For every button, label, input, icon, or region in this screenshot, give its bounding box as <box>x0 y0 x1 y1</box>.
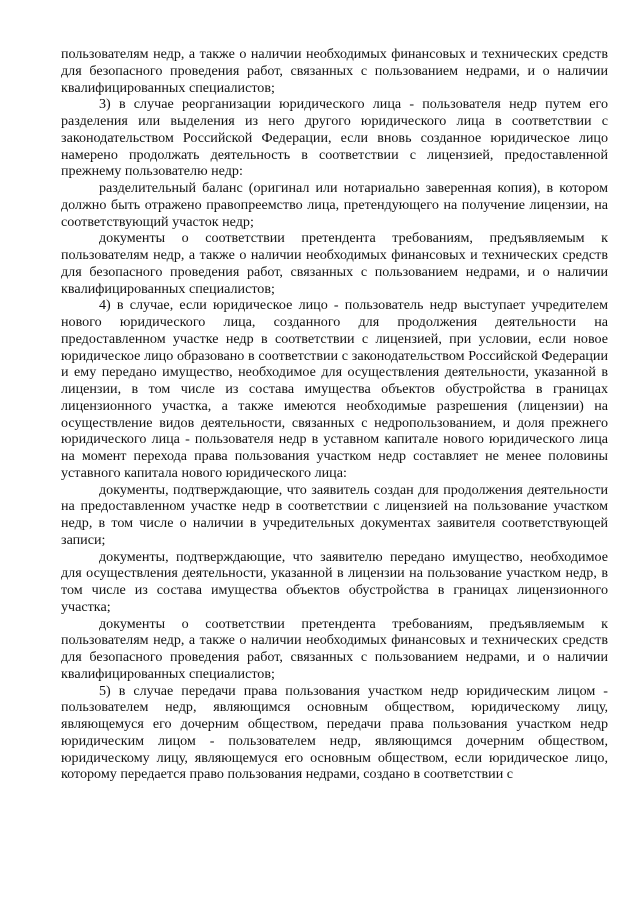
paragraph-separation-balance: разделительный баланс (оригинал или нотариально заверенная копия), в котором должно быть отражено правопреемство лица, претендующего на получение лицензии, на соответствующий участок недр; <box>61 180 608 230</box>
paragraph-compliance-documents-2: документы о соответствии претендента требованиям, предъявляемым к пользователям недр, а также о наличии необходимых финансовых и технических средств для безопасного проведения работ, связанных с пользованием недрами, и о наличии квалифицированных специалистов; <box>61 615 608 682</box>
document-body <box>61 46 608 783</box>
paragraph-founding-documents: документы, подтверждающие, что заявитель создан для продолжения деятельности на предоставленном участке недр в соответствии с лицензией на пользование участком недр, в том числе о наличии в учредительных документах заявителя соответствующей записи; <box>61 481 608 548</box>
paragraph-item-5: 5) в случае передачи права пользования участком недр юридическим лицом - пользователем недр, являющимся основным обществом, юридическому лицу, являющемуся его дочерним обществом, передачи права пользования участком недр юридическим лицом - пользователем недр, являющимся дочерним обществом, юридическому лицу, являющемуся его основным обществом, если юридическое лицо, которому передается право пользования недрами, создано в соответствии с <box>61 682 608 783</box>
paragraph-item-4: 4) в случае, если юридическое лицо - пользователь недр выступает учредителем нового юридического лица, созданного для продолжения деятельности на предоставленном участке недр в соответствии с лицензией, при условии, если новое юридическое лицо образовано в соответствии с законодательством Российской Федерации и ему передано имущество, необходимое для осуществления деятельности, указанной в лицензии, в том числе из состава имущества объектов обустройства в границах лицензионного участка, а также имеются необходимые разрешения (лицензии) на осуществление видов деятельности, связанных с недропользованием, и доля прежнего юридического лица - пользователя недр в уставном капитале нового юридического лица на момент перехода права пользования участком недр составляет не менее половины уставного капитала нового юридического лица: <box>61 297 608 481</box>
paragraph-compliance-documents: документы о соответствии претендента требованиям, предъявляемым к пользователям недр, а также о наличии необходимых финансовых и технических средств для безопасного проведения работ, связанных с пользованием недрами, и о наличии квалифицированных специалистов; <box>61 230 608 297</box>
paragraph-item-3: 3) в случае реорганизации юридического лица - пользователя недр путем его разделения или выделения из него другого юридического лица в соответствии с законодательством Российской Федерации, если вновь созданное юридическое лицо намерено продолжать деятельность в соответствии с лицензией, предоставленной прежнему пользователю недр: <box>61 96 608 180</box>
paragraph-property-documents: документы, подтверждающие, что заявителю передано имущество, необходимое для осуществления деятельности, указанной в лицензии на пользование участком недр, в том числе из состава имущества объектов обустройства в границах лицензионного участка; <box>61 548 608 615</box>
paragraph-continuation: пользователям недр, а также о наличии необходимых финансовых и технических средств для безопасного проведения работ, связанных с пользованием недрами, и о наличии квалифицированных специалистов; <box>61 46 608 96</box>
